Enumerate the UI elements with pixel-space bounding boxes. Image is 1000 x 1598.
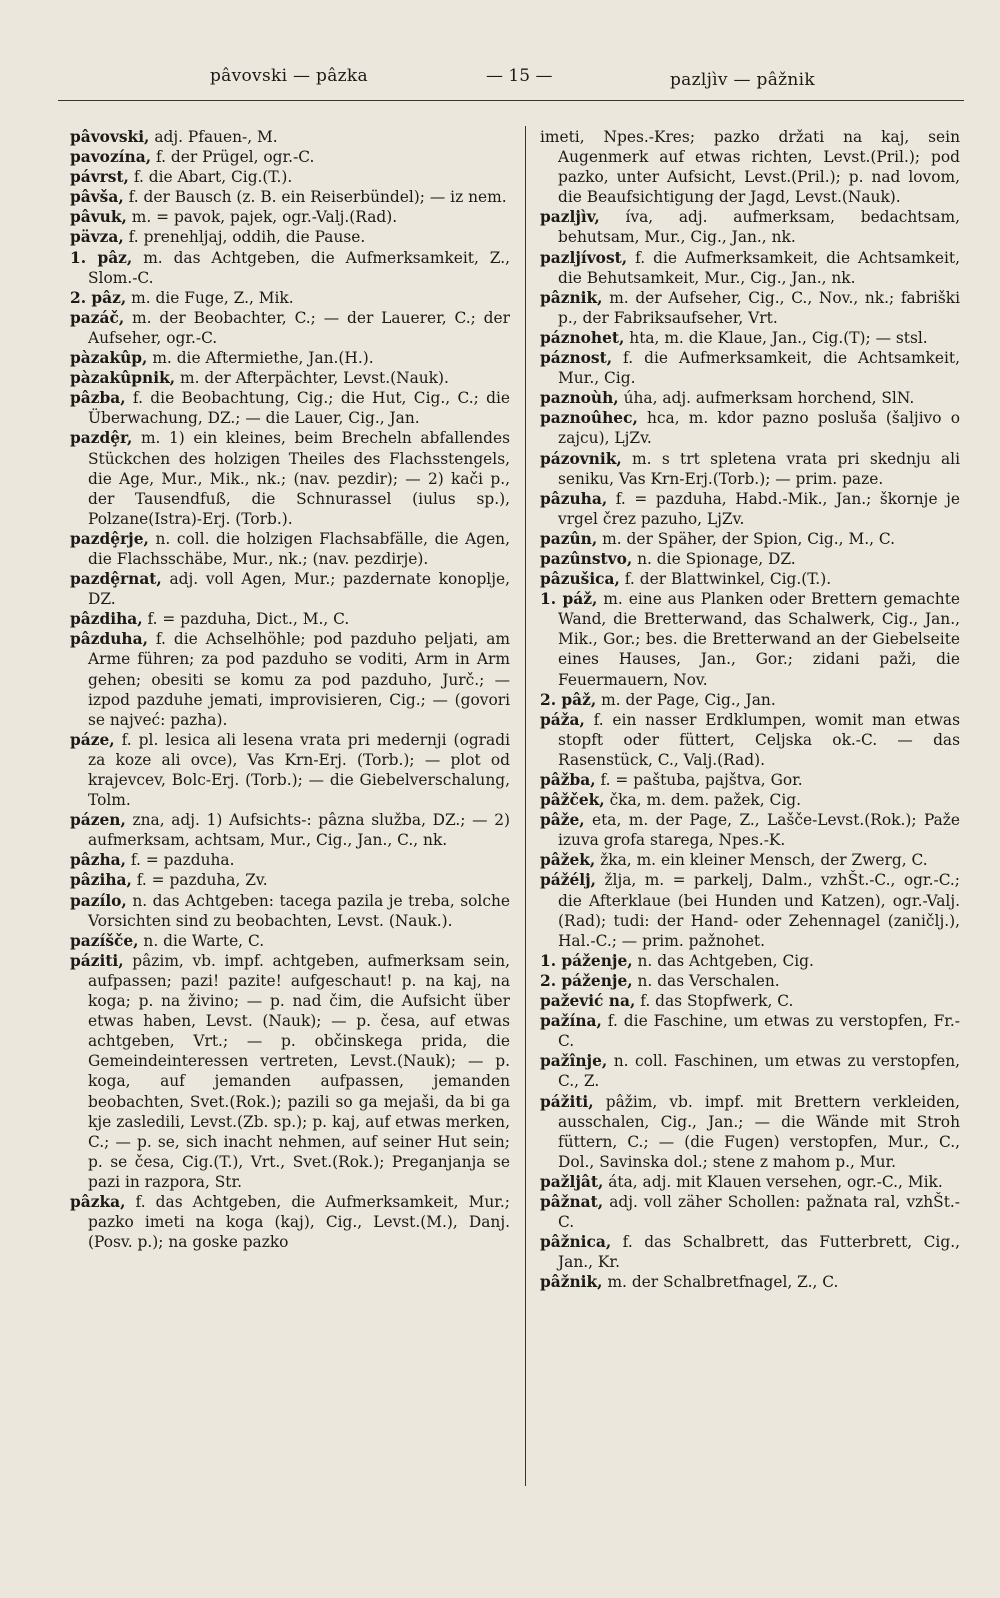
definition: m. der Page, Cig., Jan. bbox=[596, 690, 776, 709]
dictionary-entry bbox=[70, 288, 510, 308]
headword: paznoùh, bbox=[540, 389, 619, 408]
dictionary-entry bbox=[540, 408, 960, 448]
headword: pazáč, bbox=[70, 308, 125, 327]
headword: pâžnica, bbox=[540, 1233, 612, 1252]
definition: m. s trt spletena vrata pri skednju ali seniku, Vas Krn-Erj.(Torb.); — prim. paze. bbox=[558, 449, 960, 488]
dictionary-entry bbox=[540, 1272, 960, 1292]
headword: pâžnat, bbox=[540, 1192, 604, 1211]
definition: m. das Achtgeben, die Aufmerksamkeit, Z., Slom.-C. bbox=[88, 248, 510, 287]
definition: n. coll. die holzigen Flachsabfälle, die Agen, die Flachsschäbe, Mur., nk.; (nav. pezdirje). bbox=[88, 529, 510, 568]
definition: m. = pavok, pajek, ogr.-Valj.(Rad). bbox=[126, 208, 398, 227]
headword: pâvuk, bbox=[70, 208, 127, 227]
dictionary-entry bbox=[70, 730, 510, 810]
header-left-guideword: pâvovski — pâzka bbox=[210, 66, 368, 86]
page-number: — 15 — bbox=[486, 66, 553, 86]
headword: pâžba, bbox=[540, 771, 596, 789]
headword: pazíšče, bbox=[70, 931, 139, 950]
headword: páža, bbox=[540, 710, 585, 729]
definition: m. der Schalbretfnagel, Z., C. bbox=[602, 1273, 839, 1292]
definition: f. die Achselhöhle; pod pazduho peljati, am Arme führen; za pod pazduho se voditi, Arm in Arm gehen; obesiti se komu za pod pazduho, Jurč.; — izpod pazduhe jemati, improvisieren, Cig.; — (govori se najveć: pazha). bbox=[88, 630, 510, 729]
headword: 1. páž, bbox=[540, 590, 598, 609]
headword: pâzuha, bbox=[540, 489, 608, 508]
definition: m. der Afterpächter, Levst.(Nauk). bbox=[175, 369, 449, 388]
dictionary-entry bbox=[540, 328, 960, 348]
definition: f. das Achtgeben, die Aufmerksamkeit, Mur.; pazko imeti na koga (kaj), Cig., Levst.(M.), Danj.(Posv. p.); na goske pazko bbox=[88, 1192, 510, 1252]
definition: f. = paštuba, pajštva, Gor. bbox=[595, 771, 803, 789]
dictionary-entry bbox=[540, 870, 960, 950]
definition: pâžim, vb. impf. mit Brettern verkleiden, ausschalen, Cig., Jan.; — die Wände mit Stroh füttern, C.; — (die Fugen) verstopfen, Mur., C., Dol., Savinska dol.; stene z mahom p., Mur. bbox=[558, 1092, 960, 1171]
left-column bbox=[70, 127, 510, 1252]
dictionary-entry bbox=[540, 770, 960, 790]
headword: pâzba, bbox=[70, 389, 126, 408]
definition: pâzim, vb. impf. achtgeben, aufmerksam sein, aufpassen; pazi! pazite! aufgeschaut! p. na kaj, na koga; p. na živino; — p. nad čim, die Aufsicht über etwas haben, Levst. (Nauk); — p. česa, auf etwas achtgeben, Vrt.; — p. občinskega prida, die Gemeindeinteressen vertreten, Levst.(Nauk); — p. koga, auf jemanden aufpassen, jemanden beobachten, Svet.(Rok.); pazili so ga mejaši, da bi ga kje zasledili, Levst.(Zb. sp.); p. kaj, auf etwas merken, C.; — p. se, sich inacht nehmen, auf seiner Hut sein; p. se česa, Cig.(T.), Vrt., Svet.(Rok.); Preganjanja se pazi in razpora, Str. bbox=[88, 951, 510, 1191]
dictionary-entry bbox=[540, 1192, 960, 1232]
headword: pázovnik, bbox=[540, 449, 622, 468]
headword: pávrst, bbox=[70, 168, 129, 187]
dictionary-entry bbox=[540, 288, 960, 328]
headword: páziti, bbox=[70, 951, 124, 970]
page-header bbox=[70, 58, 950, 98]
headword: pazdȩ̂rje, bbox=[70, 529, 149, 548]
dictionary-entry bbox=[540, 1172, 960, 1192]
definition: f. = pazduha, Zv. bbox=[131, 871, 268, 890]
dictionary-entry bbox=[70, 348, 510, 368]
definition: zna, adj. 1) Aufsichts-: pâzna služba, DZ.; — 2) aufmerksam, achtsam, Mur., Cig., Jan., C., nk. bbox=[88, 811, 510, 850]
dictionary-entry bbox=[70, 187, 510, 207]
headword: pavozína, bbox=[70, 148, 152, 167]
definition: f. die Aufmerksamkeit, die Achtsamkeit, Mur., Cig. bbox=[558, 349, 960, 388]
dictionary-entry bbox=[540, 710, 960, 770]
headword: pâzka, bbox=[70, 1192, 126, 1211]
headword: pâžek, bbox=[540, 851, 596, 870]
definition: m. die Aftermiethe, Jan.(H.). bbox=[147, 349, 374, 368]
dictionary-entry bbox=[70, 368, 510, 388]
definition: n. das Verschalen. bbox=[632, 971, 780, 990]
dictionary-entry bbox=[70, 810, 510, 850]
headword: pâzušica, bbox=[540, 570, 620, 589]
headword: pâzha, bbox=[70, 851, 126, 870]
definition: f. = pazduha, Dict., M., C. bbox=[142, 610, 350, 629]
headword: pazljìv, bbox=[540, 208, 600, 227]
definition: f. das Stopfwerk, C. bbox=[635, 992, 794, 1011]
headword: paznoûhec, bbox=[540, 409, 638, 428]
headword: 2. pâz, bbox=[70, 288, 127, 307]
headword: pàzakûp, bbox=[70, 349, 148, 368]
definition: m. die Fuge, Z., Mik. bbox=[126, 288, 294, 307]
dictionary-entry bbox=[70, 207, 510, 227]
dictionary-entry bbox=[70, 1192, 510, 1252]
dictionary-entry bbox=[540, 1092, 960, 1172]
dictionary-entry bbox=[70, 850, 510, 870]
definition: adj. voll zäher Schollen: pažnata ral, vzhŠt.-C. bbox=[558, 1192, 960, 1232]
definition: m. 1) ein kleines, beim Brecheln abfallendes Stückchen des holzigen Theiles des Flachsstengels, die Age, Mur., Mik., nk.; (nav. pezdir); — 2) kači p., der Tausendfuß, die Schnurassel (iulus sp.), Polzane(Istra)-Erj. (Torb.). bbox=[88, 429, 510, 528]
definition: žka, m. ein kleiner Mensch, der Zwerg, C. bbox=[595, 851, 928, 870]
dictionary-entry bbox=[70, 529, 510, 569]
dictionary-entry bbox=[70, 629, 510, 729]
headword: pažljât, bbox=[540, 1172, 604, 1191]
headword: pâže, bbox=[540, 811, 585, 830]
definition: f. die Aufmerksamkeit, die Achtsamkeit, die Behutsamkeit, Mur., Cig., Jan., nk. bbox=[558, 248, 960, 287]
headword: pâzduha, bbox=[70, 630, 148, 649]
headword: pažević na, bbox=[540, 992, 636, 1011]
definition: n. die Warte, C. bbox=[138, 931, 265, 950]
definition: f. pl. lesica ali lesena vrata pri medernji (ogradi za koze ali ovce), Vas Krn-Erj. (Torb.); — plot od krajevcev, Bolc-Erj. (Torb.); — die Giebelverschalung, Tolm. bbox=[88, 730, 510, 810]
dictionary-entry bbox=[70, 609, 510, 629]
dictionary-entry bbox=[70, 147, 510, 167]
headword: pazdȩ̂rnat, bbox=[70, 570, 162, 589]
dictionary-entry bbox=[540, 529, 960, 549]
dictionary-entry bbox=[540, 549, 960, 569]
definition: f. prenehljaj, oddih, die Pause. bbox=[123, 228, 366, 247]
headword: pâžček, bbox=[540, 791, 605, 810]
definition: f. = pazduha, Habd.-Mik., Jan.; škornje je vrgel črez pazuho, LjZv. bbox=[558, 489, 960, 528]
headword: pažînje, bbox=[540, 1052, 608, 1071]
dictionary-entry bbox=[70, 227, 510, 247]
dictionary-entry bbox=[540, 207, 960, 247]
dictionary-entry bbox=[540, 449, 960, 489]
dictionary-entry bbox=[540, 790, 960, 810]
dictionary-entry bbox=[70, 931, 510, 951]
dictionary-entry bbox=[540, 489, 960, 529]
header-rule bbox=[58, 100, 964, 101]
definition: f. ein nasser Erdklumpen, womit man etwas stopft oder füttert, Celjska ok.-C. — das Rasenstück, C., Valj.(Rad). bbox=[558, 710, 960, 769]
dictionary-entry bbox=[70, 569, 510, 609]
definition: eta, m. der Page, Z., Lašče-Levst.(Rok.); Paže izuva grofa starega, Npes.-K. bbox=[558, 811, 960, 850]
definition: hca, m. kdor pazno posluša (šaljivo o zajcu), LjZv. bbox=[558, 409, 960, 448]
headword: pazdȩ̂r, bbox=[70, 429, 133, 448]
dictionary-entry bbox=[540, 589, 960, 689]
definition: íva, adj. aufmerksam, bedachtsam, behutsam, Mur., Cig., Jan., nk. bbox=[558, 208, 960, 247]
dictionary-entry bbox=[70, 870, 510, 890]
dictionary-entry bbox=[540, 1011, 960, 1051]
headword: pâžnik, bbox=[540, 1273, 603, 1292]
definition: úha, adj. aufmerksam horchend, SlN. bbox=[618, 389, 915, 408]
dictionary-entry bbox=[70, 248, 510, 288]
definition: adj. Pfauen-, M. bbox=[149, 128, 278, 146]
headword: pazílo, bbox=[70, 891, 127, 910]
dictionary-entry bbox=[70, 951, 510, 1192]
headword: pâvša, bbox=[70, 188, 124, 207]
dictionary-entry bbox=[540, 248, 960, 288]
headword: pazûn, bbox=[540, 529, 598, 548]
definition: f. = pazduha. bbox=[126, 851, 235, 870]
dictionary-entry bbox=[70, 167, 510, 187]
definition: n. das Achtgeben: tacega pazila je treba, solche Vorsichten sind zu beobachten, Levst. (Nauk.). bbox=[88, 891, 510, 930]
definition: m. der Aufseher, Cig., C., Nov., nk.; fabriški p., der Fabriksaufseher, Vrt. bbox=[558, 288, 960, 327]
headword: pážélj, bbox=[540, 871, 597, 890]
headword: pazûnstvo, bbox=[540, 549, 633, 568]
dictionary-entry bbox=[540, 388, 960, 408]
dictionary-entry bbox=[540, 127, 960, 207]
definition: n. die Spionage, DZ. bbox=[632, 549, 796, 568]
definition: hta, m. die Klaue, Jan., Cig.(T); — stsl. bbox=[624, 328, 928, 347]
definition: f. die Beobachtung, Cig.; die Hut, Cig., C.; die Überwachung, DZ.; — die Lauer, Cig., Jan. bbox=[88, 389, 510, 428]
headword: 1. pâz, bbox=[70, 248, 133, 267]
definition: n. coll. Faschinen, um etwas zu verstopfen, C., Z. bbox=[558, 1052, 960, 1091]
definition: žlja, m. = parkelj, Dalm., vzhŠt.-C., ogr.-C.; die Afterklaue (bei Hunden und Katzen), ogr.-Valj.(Rad); tudi: der Hand- oder Zehennagel (zaničlj.), Hal.-C.; — prim. pažnohet. bbox=[558, 871, 960, 950]
headword: 1. páženje, bbox=[540, 951, 633, 970]
headword: pâzdiha, bbox=[70, 610, 143, 629]
dictionary-entry bbox=[540, 810, 960, 850]
definition: n. das Achtgeben, Cig. bbox=[632, 951, 814, 970]
headword: pažína, bbox=[540, 1012, 602, 1031]
dictionary-entry bbox=[540, 690, 960, 710]
dictionary-entry bbox=[70, 388, 510, 428]
dictionary-entry bbox=[540, 951, 960, 971]
dictionary-entry bbox=[540, 991, 960, 1011]
column-divider bbox=[525, 126, 526, 1486]
definition: f. der Bausch (z. B. ein Reiserbündel); — iz nem. bbox=[123, 188, 507, 207]
dictionary-entry bbox=[540, 850, 960, 870]
definition: m. der Späher, der Spion, Cig., M., C. bbox=[597, 529, 896, 548]
dictionary-entry bbox=[540, 569, 960, 589]
headword: 2. páženje, bbox=[540, 971, 633, 990]
headword: pazljívost, bbox=[540, 248, 628, 267]
dictionary-entry bbox=[540, 1051, 960, 1091]
definition: m. der Beobachter, C.; — der Lauerer, C.; der Aufseher, ogr.-C. bbox=[88, 308, 510, 347]
dictionary-entry bbox=[540, 348, 960, 388]
definition: f. die Abart, Cig.(T.). bbox=[128, 168, 293, 187]
headword: páze, bbox=[70, 730, 115, 749]
headword: pážiti, bbox=[540, 1092, 594, 1111]
dictionary-entry bbox=[540, 971, 960, 991]
definition: imeti, Npes.-Kres; pazko držati na kaj, sein Augenmerk auf etwas richten, Levst.(Pril.); pod pazko, unter Aufsicht, Levst.(Pril.); p. nad lovom, die Beaufsichtigung der Jagd, Levst.(Nauk). bbox=[540, 128, 960, 207]
definition: adj. voll Agen, Mur.; pazdernate konoplje, DZ. bbox=[88, 570, 510, 609]
definition: m. eine aus Planken oder Brettern gemachte Wand, die Bretterwand, das Schalwerk, Cig., Jan., Mik., Gor.; bes. die Bretterwand an der Giebelseite eines Hauses, Jan., Gor.; zidani paži, die Feuermauern, Nov. bbox=[558, 590, 960, 689]
definition: čka, m. dem. pažek, Cig. bbox=[604, 791, 801, 810]
headword: páznost, bbox=[540, 349, 613, 368]
headword: pävza, bbox=[70, 228, 124, 247]
dictionary-entry bbox=[540, 1232, 960, 1272]
headword: pâznik, bbox=[540, 288, 603, 307]
dictionary-entry bbox=[70, 891, 510, 931]
headword: pâziha, bbox=[70, 871, 132, 890]
dictionary-entry bbox=[70, 308, 510, 348]
header-right-guideword: pazljìv — pâžnik bbox=[670, 70, 815, 90]
definition: f. die Faschine, um etwas zu verstopfen, Fr.-C. bbox=[558, 1012, 960, 1051]
headword: 2. pâž, bbox=[540, 690, 597, 709]
dictionary-entry bbox=[70, 127, 510, 147]
definition: f. das Schalbrett, das Futterbrett, Cig., Jan., Kr. bbox=[558, 1233, 960, 1272]
definition: f. der Blattwinkel, Cig.(T.). bbox=[619, 570, 832, 589]
headword: pâvovski, bbox=[70, 128, 150, 146]
definition: f. der Prügel, ogr.-C. bbox=[151, 148, 315, 167]
definition: áta, adj. mit Klauen versehen, ogr.-C., Mik. bbox=[603, 1172, 943, 1191]
headword: pázen, bbox=[70, 811, 126, 830]
headword: pàzakûpnik, bbox=[70, 369, 176, 388]
right-column bbox=[540, 127, 960, 1292]
dictionary-entry bbox=[70, 428, 510, 528]
headword: páznohet, bbox=[540, 328, 625, 347]
